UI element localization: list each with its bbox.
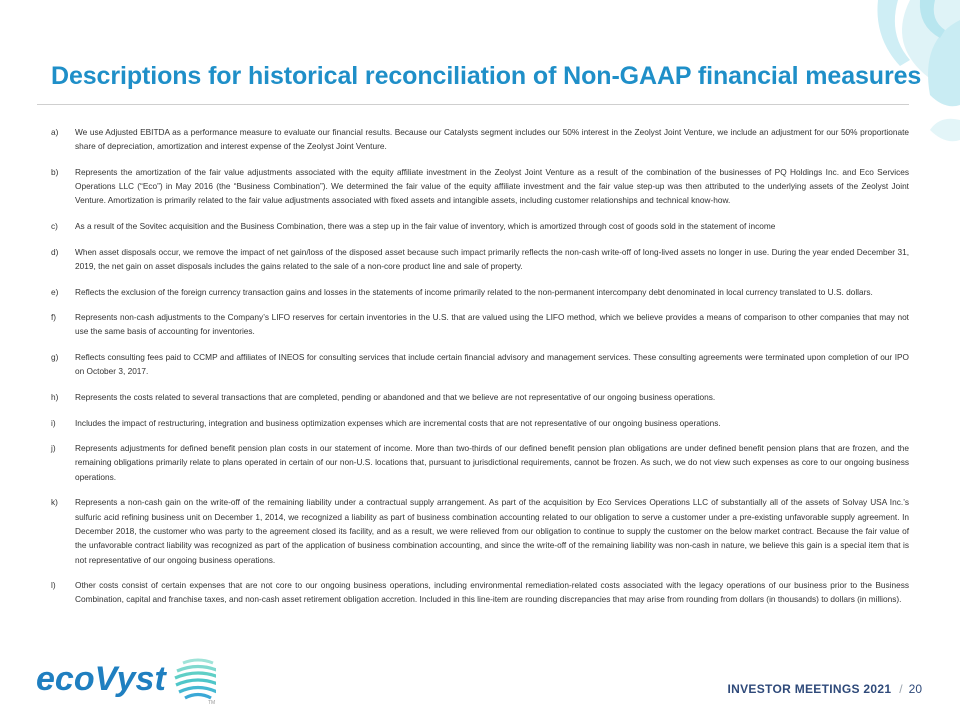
note-letter: l) [51,580,56,591]
note-item [51,495,909,566]
note-text: Represents the costs related to several transactions that are completed, pending or abandoned and that we believe are not representative of our ongoing business operations. [75,391,716,402]
note-item [51,441,909,484]
note-letter: j) [51,443,56,454]
logo-wordmark: ecoVyst [36,660,166,698]
note-text: Includes the impact of restructuring, integration and business optimization expenses which are incremental costs that are not representative of our ongoing business operations. [75,417,721,428]
note-text: Represents the amortization of the fair value adjustments associated with the equity affiliate investment in the Zeolyst Joint Venture as a result of the combination of the businesses of PQ Holdings Inc. and Eco Services Operations LLC (“Eco”) in May 2016 (the “Business Combination”). We determined the fair value of the equity affiliate investment and the fair value step-up was then attributed to the underlying assets of the Zeolyst Joint Venture. Amortization is primarily related to the fair value adjustments associated with fixed assets and intangible assets, including customer relationships and technical know-how. [75,166,909,206]
title-divider [37,104,909,105]
page-title: Descriptions for historical reconciliation of Non-GAAP financial measures [51,62,922,90]
note-letter: i) [51,417,56,428]
note-text: Other costs consist of certain expenses that are not core to our ongoing business operations, including environmental remediation-related costs associated with the legacy operations of our business prior to the Business Combination, capital and franchise taxes, and non-cash asset retirement obligation accretion. Included in this line-item are rounding discrepancies that may arise from rounding from dollars (in thousands) to dollars (in millions). [75,580,909,605]
note-letter: a) [51,127,59,137]
note-item [51,578,909,607]
note-text: Reflects the exclusion of the foreign currency transaction gains and losses in the statements of income primarily related to the non-permanent intercompany debt denominated in local currency translated to U.S. dollars. [75,286,873,297]
note-text: Represents non-cash adjustments to the Company’s LIFO reserves for certain inventories in the U.S. that are valued using the LIFO method, which we believe provides a means of comparison to other companies that may not use the same basis of accounting for inventories. [75,312,909,337]
note-item [51,165,909,208]
logo-sphere-icon [175,655,216,701]
note-letter: e) [51,286,59,297]
note-item [51,350,909,379]
note-text: Represents a non-cash gain on the write-off of the remaining liability under a contractual supply arrangement. As part of the acquisition by Eco Services Operations LLC of substantially all of the assets of Solvay USA Inc.’s sulfuric acid refining business unit on December 1, 2014, we recognized a liability as part of business combination accounting related to our obligation to serve a customer under a pre-existing unfavorable supply agreement. In December 2018, the customer who was party to the agreement closed its facility, and as a result, we were relieved from our obligation to continue to supply the customer on the below market contract. Because the fair value of the unfavorable contract liability was recognized as part of the application of business combination accounting, and since the write-off of the remaining liability was non-cash in nature, we believe this gain is a special item that is not representative of our ongoing business operations. [75,497,909,565]
footer-separator: / [899,682,903,696]
footer-event-info [728,682,922,696]
note-letter: f) [51,312,57,323]
note-text: We use Adjusted EBITDA as a performance measure to evaluate our financial results. Because our Catalysts segment includes our 50% interest in the Zeolyst Joint Venture, we include an adjustment for our 50% proportionate share of depreciation, amortization and interest expense of the Zeolyst Joint Venture. [75,127,909,152]
note-item [51,416,909,430]
note-text: When asset disposals occur, we remove the impact of net gain/loss of the disposed asset because such impact primarily reflects the non-cash write-off of long-lived assets no longer in use. During the year ended December 31, 2019, the net gain on asset disposals includes the gains related to the sale of a non-core product line and sale of property. [75,246,909,271]
note-item [51,125,909,154]
logo-trademark: TM [208,700,216,706]
notes-list [51,125,909,618]
event-label: INVESTOR MEETINGS 2021 [727,682,892,696]
note-letter: k) [51,497,58,508]
note-letter: h) [51,391,59,402]
note-letter: g) [51,352,59,363]
note-letter: b) [51,166,59,177]
note-text: As a result of the Sovitec acquisition and the Business Combination, there was a step up in the fair value of inventory, which is amortized through cost of goods sold in the statement of income [75,221,776,232]
note-item [51,390,909,404]
page-number: 20 [908,682,922,696]
ecovyst-logo [36,648,216,708]
note-item [51,285,909,299]
note-item [51,310,909,339]
note-letter: d) [51,246,59,257]
note-letter: c) [51,221,58,232]
note-item [51,219,909,233]
note-item [51,245,909,274]
note-text: Represents adjustments for defined benefit pension plan costs in our statement of income. More than two-thirds of our defined benefit pension plan obligations are under defined benefit pension plans that are frozen, and the remaining obligations primarily relate to plans operated in certain of our non-U.S. locations that, pursuant to jurisdictional requirements, cannot be frozen. As such, we do not view such expenses as core to our ongoing business operations. [75,443,909,482]
note-text: Reflects consulting fees paid to CCMP and affiliates of INEOS for consulting services that include certain financial advisory and management services. These consulting agreements were terminated upon completion of our IPO on October 3, 2017. [75,352,909,377]
